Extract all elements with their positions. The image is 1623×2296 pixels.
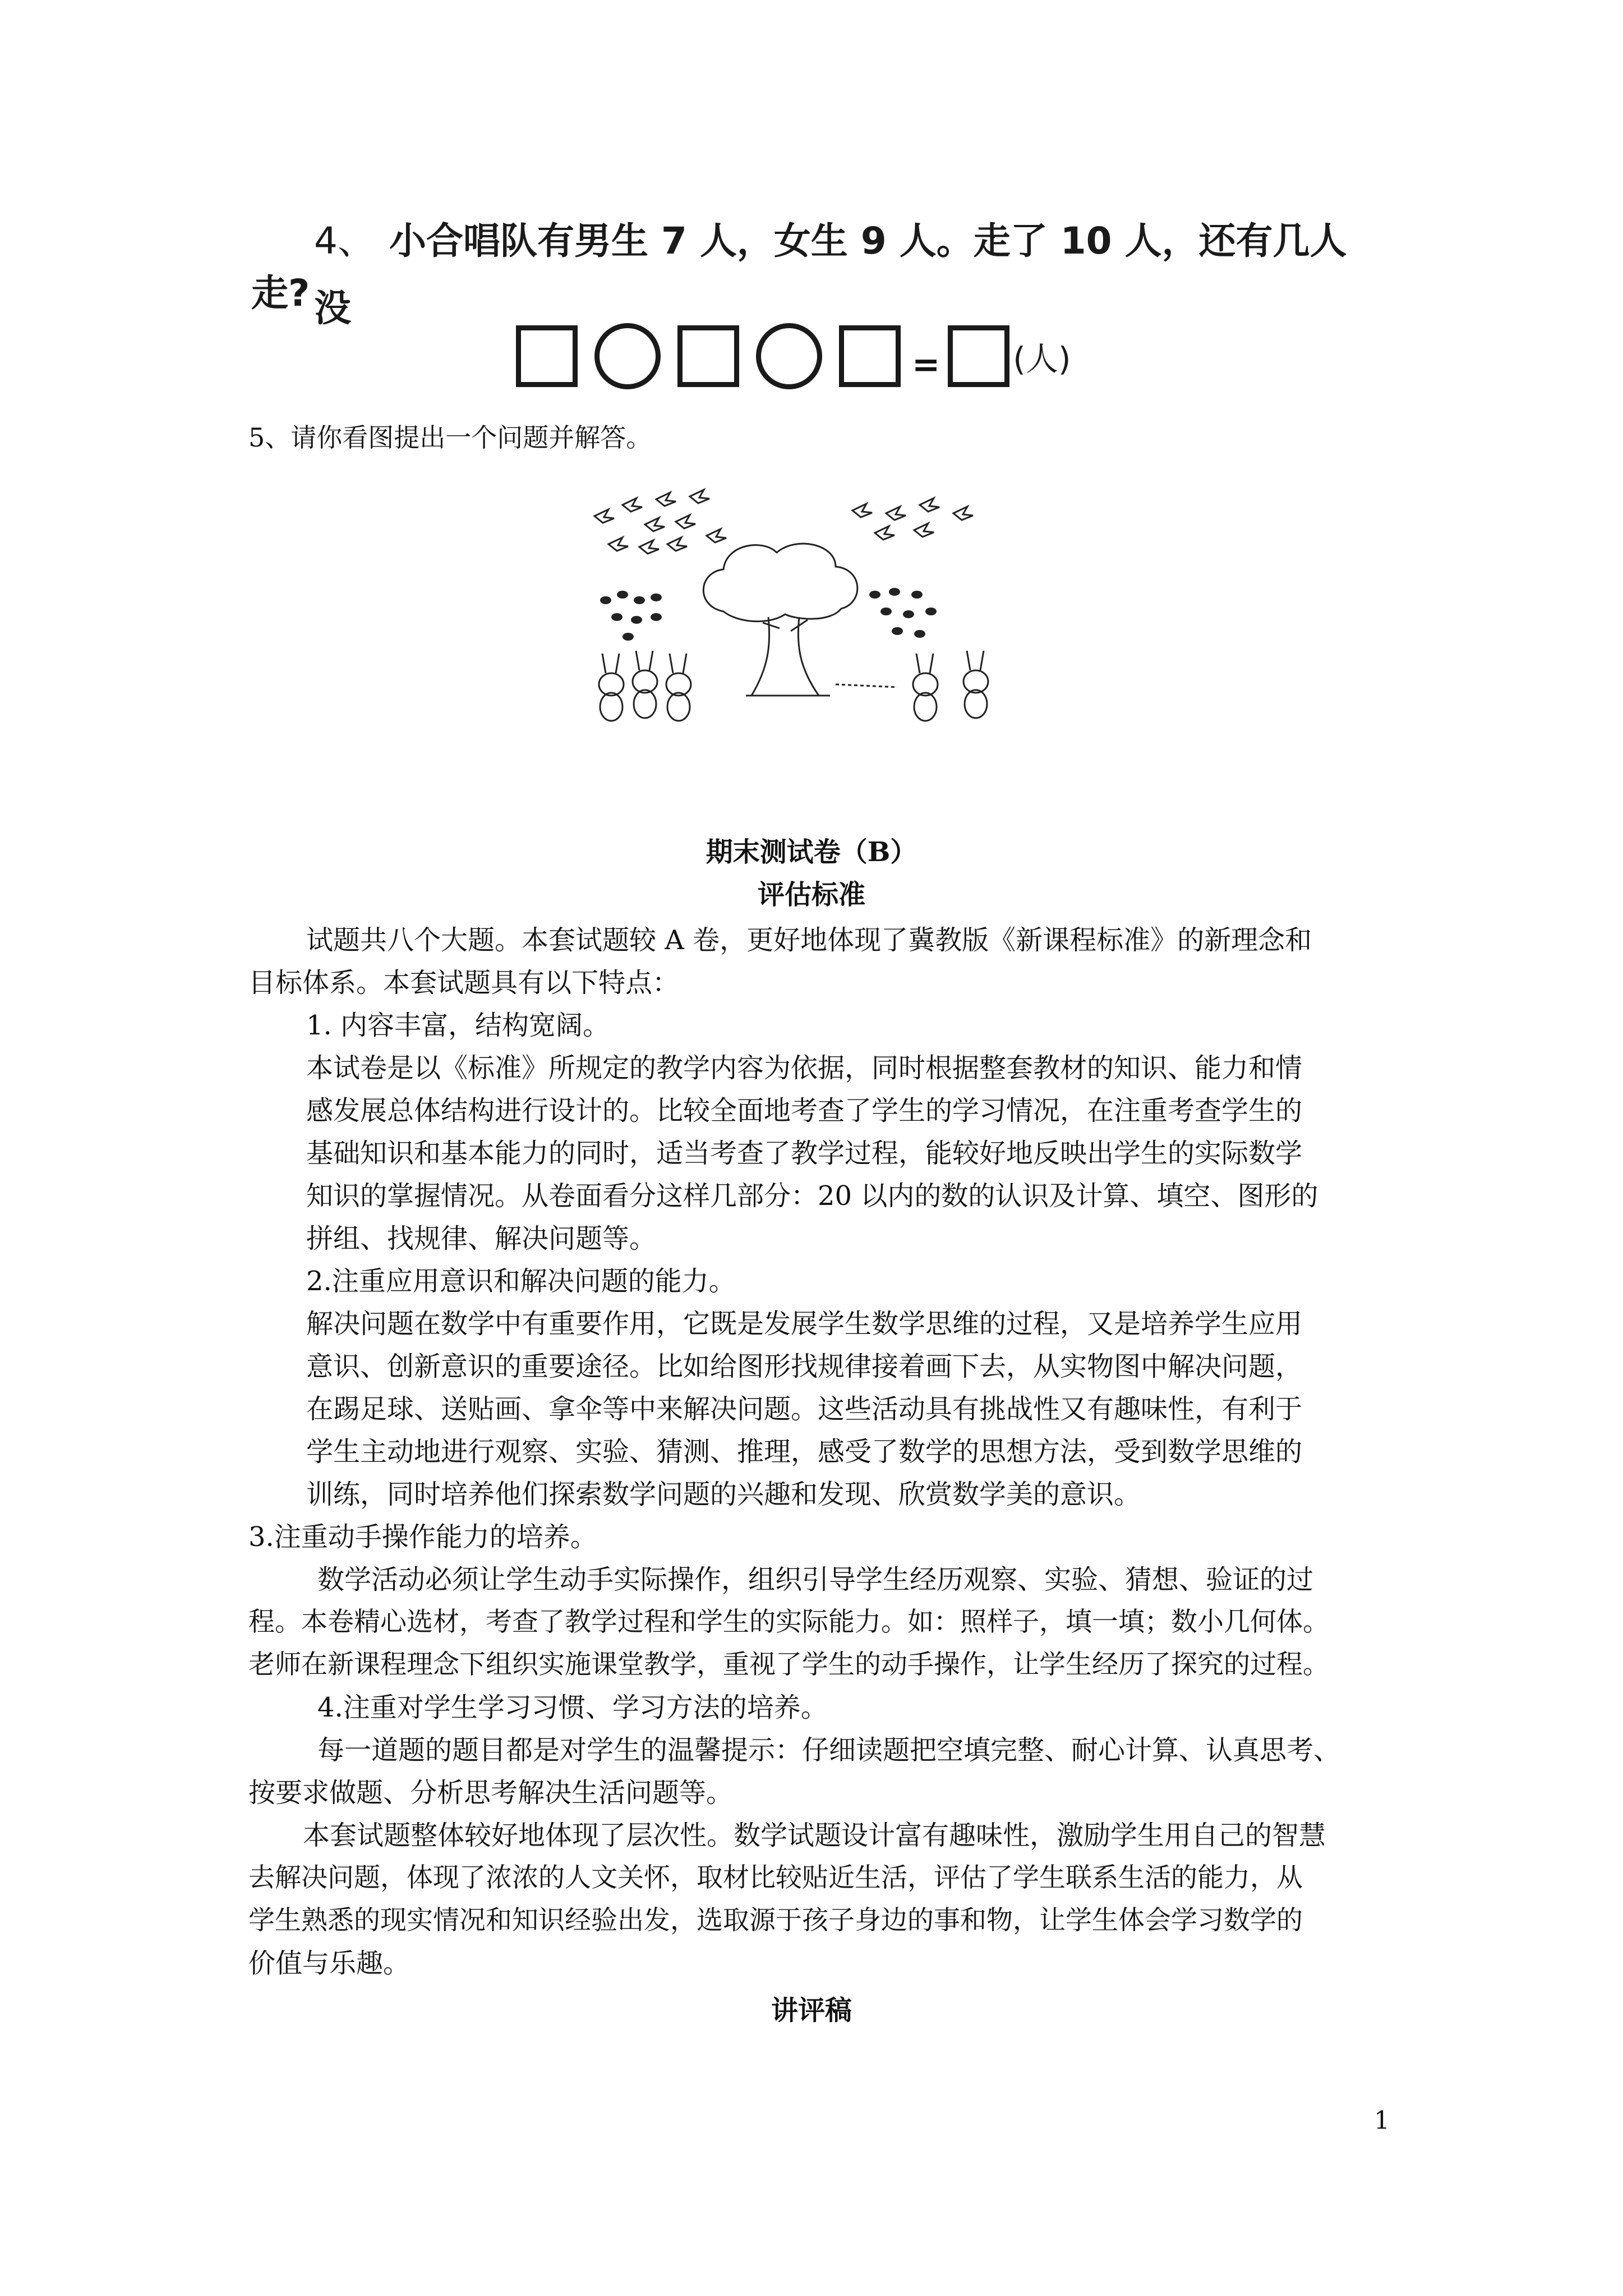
body-line: 程。本卷精心选材，考查了教学过程和学生的实际能力。如：照样子，填一填；数小几何体。 — [248, 1607, 1329, 1637]
body-line: 每一道题的题目都是对学生的温馨提示：仔细读题把空填完整、耐心计算、认真思考、 — [317, 1734, 1341, 1766]
operator-circle[interactable] — [594, 323, 661, 389]
question-4-text: 小合唱队有男生 7 人，女生 9 人。走了 10 人，还有几人没 — [314, 219, 1347, 330]
body-line: 去解决问题，体现了浓浓的人文关怀，取材比较贴近生活，评估了学生联系生活的能力，从 — [248, 1862, 1303, 1893]
bee-group-left — [600, 591, 662, 641]
answer-box[interactable] — [516, 325, 578, 387]
answer-box[interactable] — [948, 325, 1009, 387]
body-line: 本试卷是以《标准》所规定的教学内容为依据，同时根据整套教材的知识、能力和情 — [306, 1052, 1303, 1084]
rabbit-group-right — [913, 651, 988, 721]
equals-sign: = — [912, 345, 940, 384]
body-line: 拼组、找规律、解决问题等。 — [306, 1223, 657, 1254]
body-line: 学生熟悉的现实情况和知识经验出发，选取源于孩子身边的事和物，让学生体会学习数学的 — [248, 1905, 1303, 1936]
section-title: 期末测试卷（B） — [706, 836, 917, 868]
question-4-number: 4、 — [314, 219, 375, 263]
bird-group-left — [594, 490, 726, 554]
body-line: 目标体系。本套试题具有以下特点： — [248, 967, 680, 999]
rabbit-group-left — [599, 651, 691, 721]
page-number: 1 — [1374, 2106, 1390, 2135]
unit-label: (人) — [1013, 340, 1071, 378]
tree-crown — [703, 544, 857, 622]
operator-circle[interactable] — [756, 323, 822, 389]
body-line: 训练，同时培养他们探索数学问题的兴趣和发现、欣赏数学美的意识。 — [306, 1479, 1141, 1510]
question-4-line-1 — [314, 208, 1380, 342]
bird-group-right — [852, 498, 973, 540]
body-line: 解决问题在数学中有重要作用，它既是发展学生数学思维的过程，又是培养学生应用 — [306, 1308, 1303, 1340]
body-line: 学生主动地进行观察、实验、猜测、推理，感受了数学的思想方法，受到数学思维的 — [306, 1436, 1303, 1467]
body-line: 试题共八个大题。本套试题较 A 卷，更好地体现了冀教版《新课程标准》的新理念和 — [306, 924, 1312, 956]
body-line: 老师在新课程理念下组织实施课堂教学，重视了学生的动手操作，让学生经历了探究的过程。 — [248, 1649, 1329, 1680]
question-5-text: 5、请你看图提出一个问题并解答。 — [248, 422, 652, 453]
body-line: 在踢足球、送贴画、拿伞等中来解决问题。这些活动具有挑战性又有趣味性，有利于 — [306, 1393, 1303, 1425]
answer-equation — [516, 323, 1071, 390]
body-line: 1. 内容丰富，结构宽阔。 — [306, 1010, 610, 1041]
answer-box[interactable] — [677, 325, 739, 387]
body-line: 基础知识和基本能力的同时，适当考查了教学过程，能较好地反映出学生的实际数学 — [306, 1138, 1303, 1169]
answer-box[interactable] — [839, 325, 901, 387]
section-subtitle: 评估标准 — [757, 879, 865, 910]
question-4-line-2: 走? — [251, 272, 310, 315]
tree-trunk — [751, 617, 819, 696]
body-line: 数学活动必须让学生动手实际操作，组织引导学生经历观察、实验、猜想、验证的过 — [317, 1564, 1314, 1595]
body-line: 本套试题整体较好地体现了层次性。数学试题设计富有趣味性，激励学生用自己的智慧 — [303, 1820, 1326, 1851]
body-line: 3.注重动手操作能力的培养。 — [248, 1521, 597, 1553]
tree-birds-rabbits-illustration — [583, 482, 1032, 735]
body-line: 知识的掌握情况。从卷面看分这样几部分：20 以内的数的认识及计算、填空、图形的 — [306, 1180, 1318, 1212]
body-line: 4.注重对学生学习习惯、学习方法的培养。 — [317, 1692, 828, 1723]
body-line: 感发展总体结构进行设计的。比较全面地考查了学生的学习情况，在注重考查学生的 — [306, 1095, 1303, 1126]
bee-group-right — [869, 588, 937, 638]
body-line: 价值与乐趣。 — [248, 1948, 411, 1979]
body-line: 意识、创新意识的重要途径。比如给图形找规律接着画下去，从实物图中解决问题， — [306, 1351, 1303, 1382]
body-line: 2.注重应用意识和解决问题的能力。 — [306, 1266, 736, 1297]
body-line: 按要求做题、分析思考解决生活问题等。 — [248, 1777, 734, 1809]
closing-title: 讲评稿 — [771, 1995, 852, 2026]
